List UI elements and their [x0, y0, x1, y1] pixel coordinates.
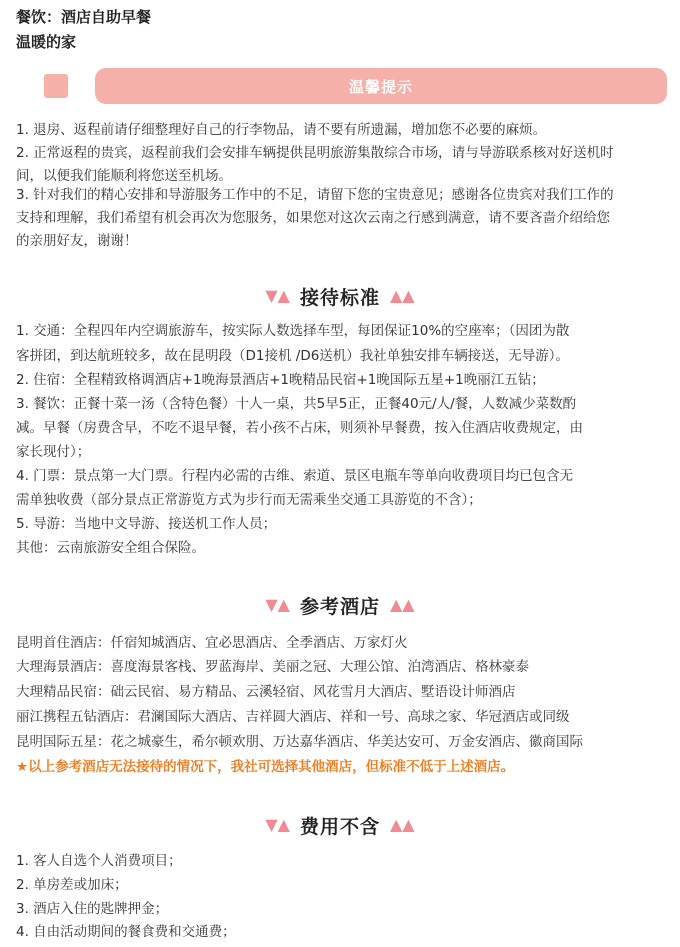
section-title-hotels	[0, 592, 680, 618]
section-title-text: 费用不含	[299, 815, 380, 838]
tip-square-icon	[44, 74, 68, 98]
section-title-text: 接待标准	[299, 286, 380, 309]
tip-line: 支持和理解，我们希望有机会再次为您服务，如果您对这次云南之行感到满意，请不要吝啬介绍给您	[16, 210, 610, 226]
triangle-up-icon: ▲▲	[390, 286, 415, 305]
tip-line: 的亲朋好友，谢谢！	[16, 233, 138, 249]
section-title-excluded	[0, 812, 680, 838]
reception-line: 4. 门票：景点第一大门票。行程内必需的古维、索道、景区电瓶车等单向收费项目均已包含无	[16, 468, 574, 484]
tip-line: 3. 针对我们的精心安排和导游服务工作中的不足，请留下您的宝贵意见；感谢各位贵宾对我们工作的	[16, 187, 614, 203]
section-title-reception	[0, 283, 680, 309]
reception-line: 3. 餐饮：正餐十菜一汤（含特色餐）十人一桌，共5早5正，正餐40元/人/餐，人数减少菜数酌	[16, 396, 577, 412]
excluded-line: 1. 客人自选个人消费项目；	[16, 853, 182, 869]
hotel-line: 昆明首住酒店：仟宿知城酒店、宜必思酒店、全季酒店、万家灯火	[16, 635, 408, 651]
excluded-line: 2. 单房差或加床；	[16, 877, 128, 893]
tip-line: 1. 退房、返程前请仔细整理好自己的行李物品，请不要有所遗漏，增加您不必要的麻烦。	[16, 122, 547, 138]
hotel-note: ★以上参考酒店无法接待的情况下，我社可选择其他酒店，但标准不低于上述酒店。	[16, 759, 515, 775]
reception-line: 2. 住宿：全程精致格调酒店+1晚海景酒店+1晚精品民宿+1晚国际五星+1晚丽江五钻；	[16, 372, 545, 388]
reception-line: 1. 交通：全程四年内空调旅游车，按实际人数选择车型，每团保证10%的空座率；（因团为散	[16, 323, 570, 339]
section-title-text: 参考酒店	[299, 595, 380, 618]
triangle-down-icon: ▼▲	[265, 815, 290, 834]
excluded-line: 4. 自由活动期间的餐食费和交通费；	[16, 924, 236, 940]
tip-line: 间，以便我们能顺利将您送至机场。	[16, 168, 232, 184]
triangle-up-icon: ▲▲	[390, 595, 415, 614]
hotel-line: 丽江携程五钻酒店：君澜国际大酒店、吉祥圆大酒店、祥和一号、高球之家、华冠酒店或同级	[16, 709, 570, 725]
triangle-up-icon: ▲▲	[390, 815, 415, 834]
tip-banner	[95, 68, 667, 104]
reception-line: 家长现付）；	[16, 444, 91, 460]
reception-line: 5. 导游：当地中文导游、接送机工作人员；	[16, 516, 277, 532]
hotel-line: 大理精品民宿：础云民宿、易方精品、云溪轻宿、风花雪月大酒店、墅语设计师酒店	[16, 684, 516, 700]
tip-line: 2. 正常返程的贵宾，返程前我们会安排车辆提供昆明旅游集散综合市场，请与导游联系核对好送机时	[16, 145, 614, 161]
tip-banner-title: 温馨提示	[348, 77, 413, 96]
reception-line: 客拼团，到达航班较多，故在昆明段（D1接机 /D6送机）我社单独安排车辆接送，无导游）。	[16, 348, 570, 364]
excluded-line: 3. 酒店入住的匙牌押金；	[16, 901, 169, 917]
reception-line: 需单独收费（部分景点正常游览方式为步行而无需乘坐交通工具游览的不含）；	[16, 492, 482, 508]
reception-line: 减。早餐（房费含早，不吃不退早餐，若小孩不占床，则须补早餐费，按入住酒店收费规定，由	[16, 420, 583, 436]
hotel-line: 昆明国际五星：花之城豪生，希尔顿欢朋、万达嘉华酒店、华美达安可、万金安酒店、徽商国际	[16, 734, 583, 750]
hotel-line: 大理海景酒店：喜度海景客栈、罗蓝海岸、美丽之冠、大理公馆、泊湾酒店、格林豪泰	[16, 659, 529, 675]
triangle-down-icon: ▼▲	[265, 595, 290, 614]
reception-line: 其他：云南旅游安全组合保险。	[16, 540, 205, 556]
meal-line: 餐饮：酒店自助早餐	[16, 8, 152, 26]
triangle-down-icon: ▼▲	[265, 286, 290, 305]
hotel-name-line: 温暖的家	[16, 33, 77, 51]
